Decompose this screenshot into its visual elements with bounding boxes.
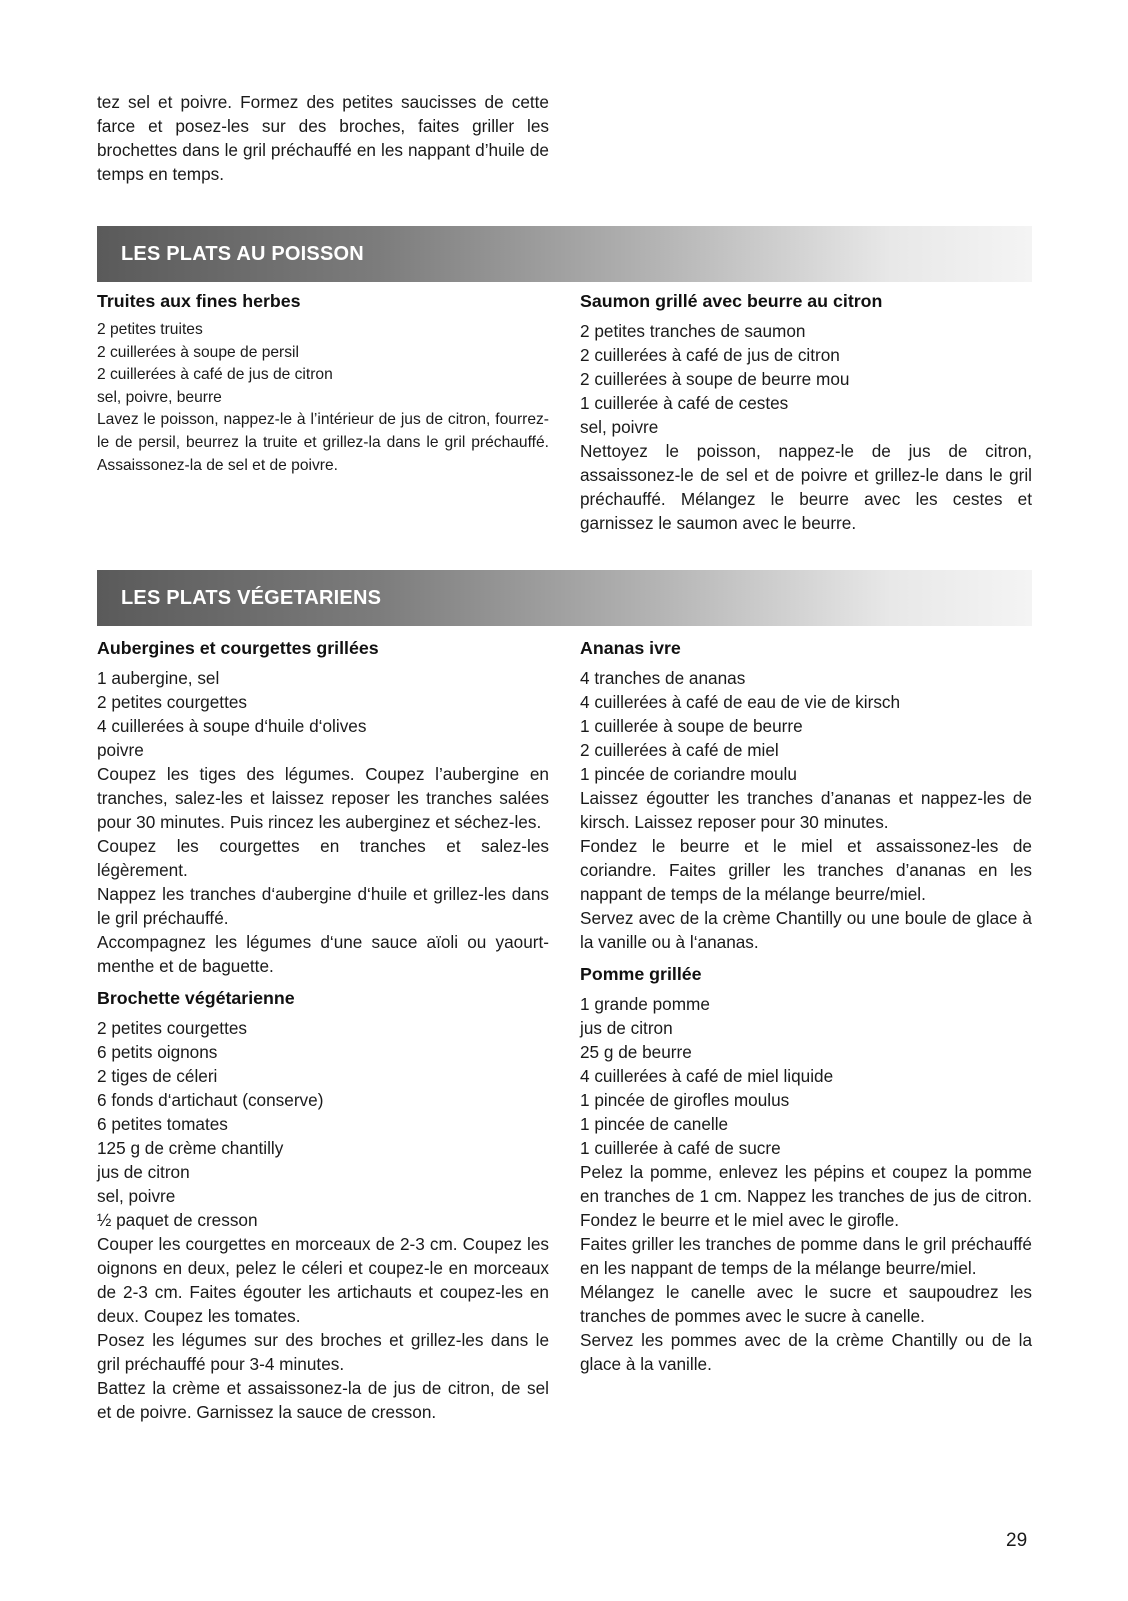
- instruction: Pelez la pomme, enlevez les pépins et coupez la pomme en tranches de 1 cm. Nappez les tranches de jus de citron. Fondez le beurre et le miel avec le girofle.: [580, 1162, 1032, 1230]
- instruction: Fondez le beurre et le miel et assaissonez-les de coriandre. Faites griller les tranches d’ananas en les nappant de temps de la mélange beurre/miel.: [580, 836, 1032, 904]
- ingredient: jus de citron: [97, 1162, 190, 1182]
- recipe-ananas: [580, 636, 1032, 954]
- ingredient: 125 g de crème chantilly: [97, 1138, 284, 1158]
- ingredient: 6 fonds d‘artichaut (conserve): [97, 1090, 324, 1110]
- ingredient: 2 cuillerées à café de jus de citron: [580, 345, 840, 365]
- recipe-title: Truites aux fines herbes: [97, 291, 301, 311]
- instruction: Posez les légumes sur des broches et grillez-les dans le gril préchauffé pour 3-4 minutes.: [97, 1330, 549, 1374]
- ingredient: jus de citron: [580, 1018, 673, 1038]
- ingredient: 1 cuillerée à soupe de beurre: [580, 716, 803, 736]
- ingredient: 6 petites tomates: [97, 1114, 228, 1134]
- ingredient: 2 petites courgettes: [97, 692, 248, 712]
- ingredient: 2 tiges de céleri: [97, 1066, 218, 1086]
- ingredient: 25 g de beurre: [580, 1042, 692, 1062]
- ingredient: 2 petites tranches de saumon: [580, 321, 806, 341]
- instruction: Mélangez le canelle avec le sucre et saupoudrez les tranches de pommes avec le sucre à canelle.: [580, 1282, 1032, 1326]
- recipe-saumon: [580, 289, 1032, 535]
- recipe-title: Saumon grillé avec beurre au citron: [580, 291, 883, 311]
- ingredient: 4 cuillerées à café de eau de vie de kirsch: [580, 692, 901, 712]
- instruction: Accompagnez les légumes d‘une sauce aïoli ou yaourt-menthe et de baguette.: [97, 932, 549, 976]
- ingredient: 1 cuillerée à café de sucre: [580, 1138, 781, 1158]
- ingredient: 2 petites truites: [97, 321, 203, 338]
- instruction: Lavez le poisson, nappez-le à l’intérieur de jus de citron, fourrez-le de persil, beurrez la truite et grillez-la dans le gril préchauffé. Assaissonez-la de sel et de poivre.: [97, 411, 549, 474]
- recipe-brochette: [97, 986, 549, 1424]
- recipe-title: Aubergines et courgettes grillées: [97, 638, 379, 658]
- section-poisson-left-column: [97, 289, 549, 485]
- ingredient: sel, poivre, beurre: [97, 388, 222, 406]
- instruction: Faites griller les tranches de pomme dans le gril préchauffé en les nappant de temps de la mélange beurre/miel.: [580, 1234, 1032, 1278]
- instruction: Coupez les tiges des légumes. Coupez l’aubergine en tranches, salez-les et laissez reposer les tranches salées pour 30 minutes. Puis rincez les auberginez et séchez-les.: [97, 764, 549, 832]
- instruction: Nettoyez le poisson, nappez-le de jus de citron, assaissonez-le de sel et de poivre et grillez-le dans le gril préchauffé. Mélangez le beurre avec les cestes et garnissez le saumon avec le beurre.: [580, 441, 1032, 533]
- ingredient: poivre: [97, 740, 144, 760]
- section-vegetariens-right-column: [580, 636, 1032, 1384]
- ingredient: 2 cuillerées à soupe de persil: [97, 343, 299, 361]
- intro-paragraph: tez sel et poivre. Formez des petites saucisses de cette farce et posez-les sur des broches, faites griller les brochettes dans le gril préchauffé en les nappant d’huile de temps en temps.: [97, 92, 549, 184]
- instruction: Laissez égoutter les tranches d’ananas et nappez-les de kirsch. Laissez reposer pour 30 minutes.: [580, 788, 1032, 832]
- ingredient: 2 petites courgettes: [97, 1018, 248, 1038]
- ingredient: sel, poivre: [580, 417, 659, 437]
- ingredient: 2 cuillerées à soupe de beurre mou: [580, 369, 850, 389]
- instruction: Coupez les courgettes en tranches et salez-les légèrement.: [97, 836, 549, 880]
- ingredient: 1 pincée de canelle: [580, 1114, 729, 1134]
- ingredient: 1 grande pomme: [580, 994, 710, 1014]
- ingredient: 1 pincée de girofles moulus: [580, 1090, 790, 1110]
- ingredient: 1 pincée de coriandre moulu: [580, 764, 797, 784]
- ingredient: 2 cuillerées à café de jus de citron: [97, 366, 333, 384]
- recipe-title: Brochette végétarienne: [97, 988, 295, 1008]
- ingredient: 4 cuillerées à soupe d‘huile d‘olives: [97, 716, 367, 736]
- instruction: Nappez les tranches d‘aubergine d‘huile et grillez-les dans le gril préchauffé.: [97, 884, 549, 928]
- recipe-title: Ananas ivre: [580, 638, 681, 658]
- recipe-pomme: [580, 962, 1032, 1376]
- instruction: Servez avec de la crème Chantilly ou une boule de glace à la vanille ou à l‘ananas.: [580, 908, 1032, 952]
- ingredient: 1 aubergine, sel: [97, 668, 220, 688]
- ingredient: 4 tranches de ananas: [580, 668, 746, 688]
- ingredient: sel, poivre: [97, 1186, 176, 1206]
- recipe-aubergines: [97, 636, 549, 978]
- instruction: Servez les pommes avec de la crème Chantilly ou de la glace à la vanille.: [580, 1330, 1032, 1374]
- section-banner-poisson: [97, 226, 1032, 282]
- instruction: Couper les courgettes en morceaux de 2-3 cm. Coupez les oignons en deux, pelez le céleri et coupez-le en morceaux de 2-3 cm. Faites égouter les artichauts et coupez-les en deux. Coupez les tomates.: [97, 1234, 549, 1326]
- section-poisson-right-column: [580, 289, 1032, 543]
- ingredient: 4 cuillerées à café de miel liquide: [580, 1066, 834, 1086]
- page-number: 29: [1006, 1530, 1028, 1551]
- recipe-title: Pomme grillée: [580, 964, 702, 984]
- ingredient: 6 petits oignons: [97, 1042, 218, 1062]
- section-title: LES PLATS VÉGETARIENS: [121, 587, 382, 609]
- section-banner-vegetariens: [97, 570, 1032, 626]
- recipe-truites: [97, 289, 549, 477]
- ingredient: ½ paquet de cresson: [97, 1210, 258, 1230]
- section-title: LES PLATS AU POISSON: [121, 243, 364, 265]
- ingredient: 2 cuillerées à café de miel: [580, 740, 779, 760]
- instruction: Battez la crème et assaissonez-la de jus de citron, de sel et de poivre. Garnissez la sauce de cresson.: [97, 1378, 549, 1422]
- ingredient: 1 cuillerée à café de cestes: [580, 393, 789, 413]
- section-vegetariens-left-column: [97, 636, 549, 1432]
